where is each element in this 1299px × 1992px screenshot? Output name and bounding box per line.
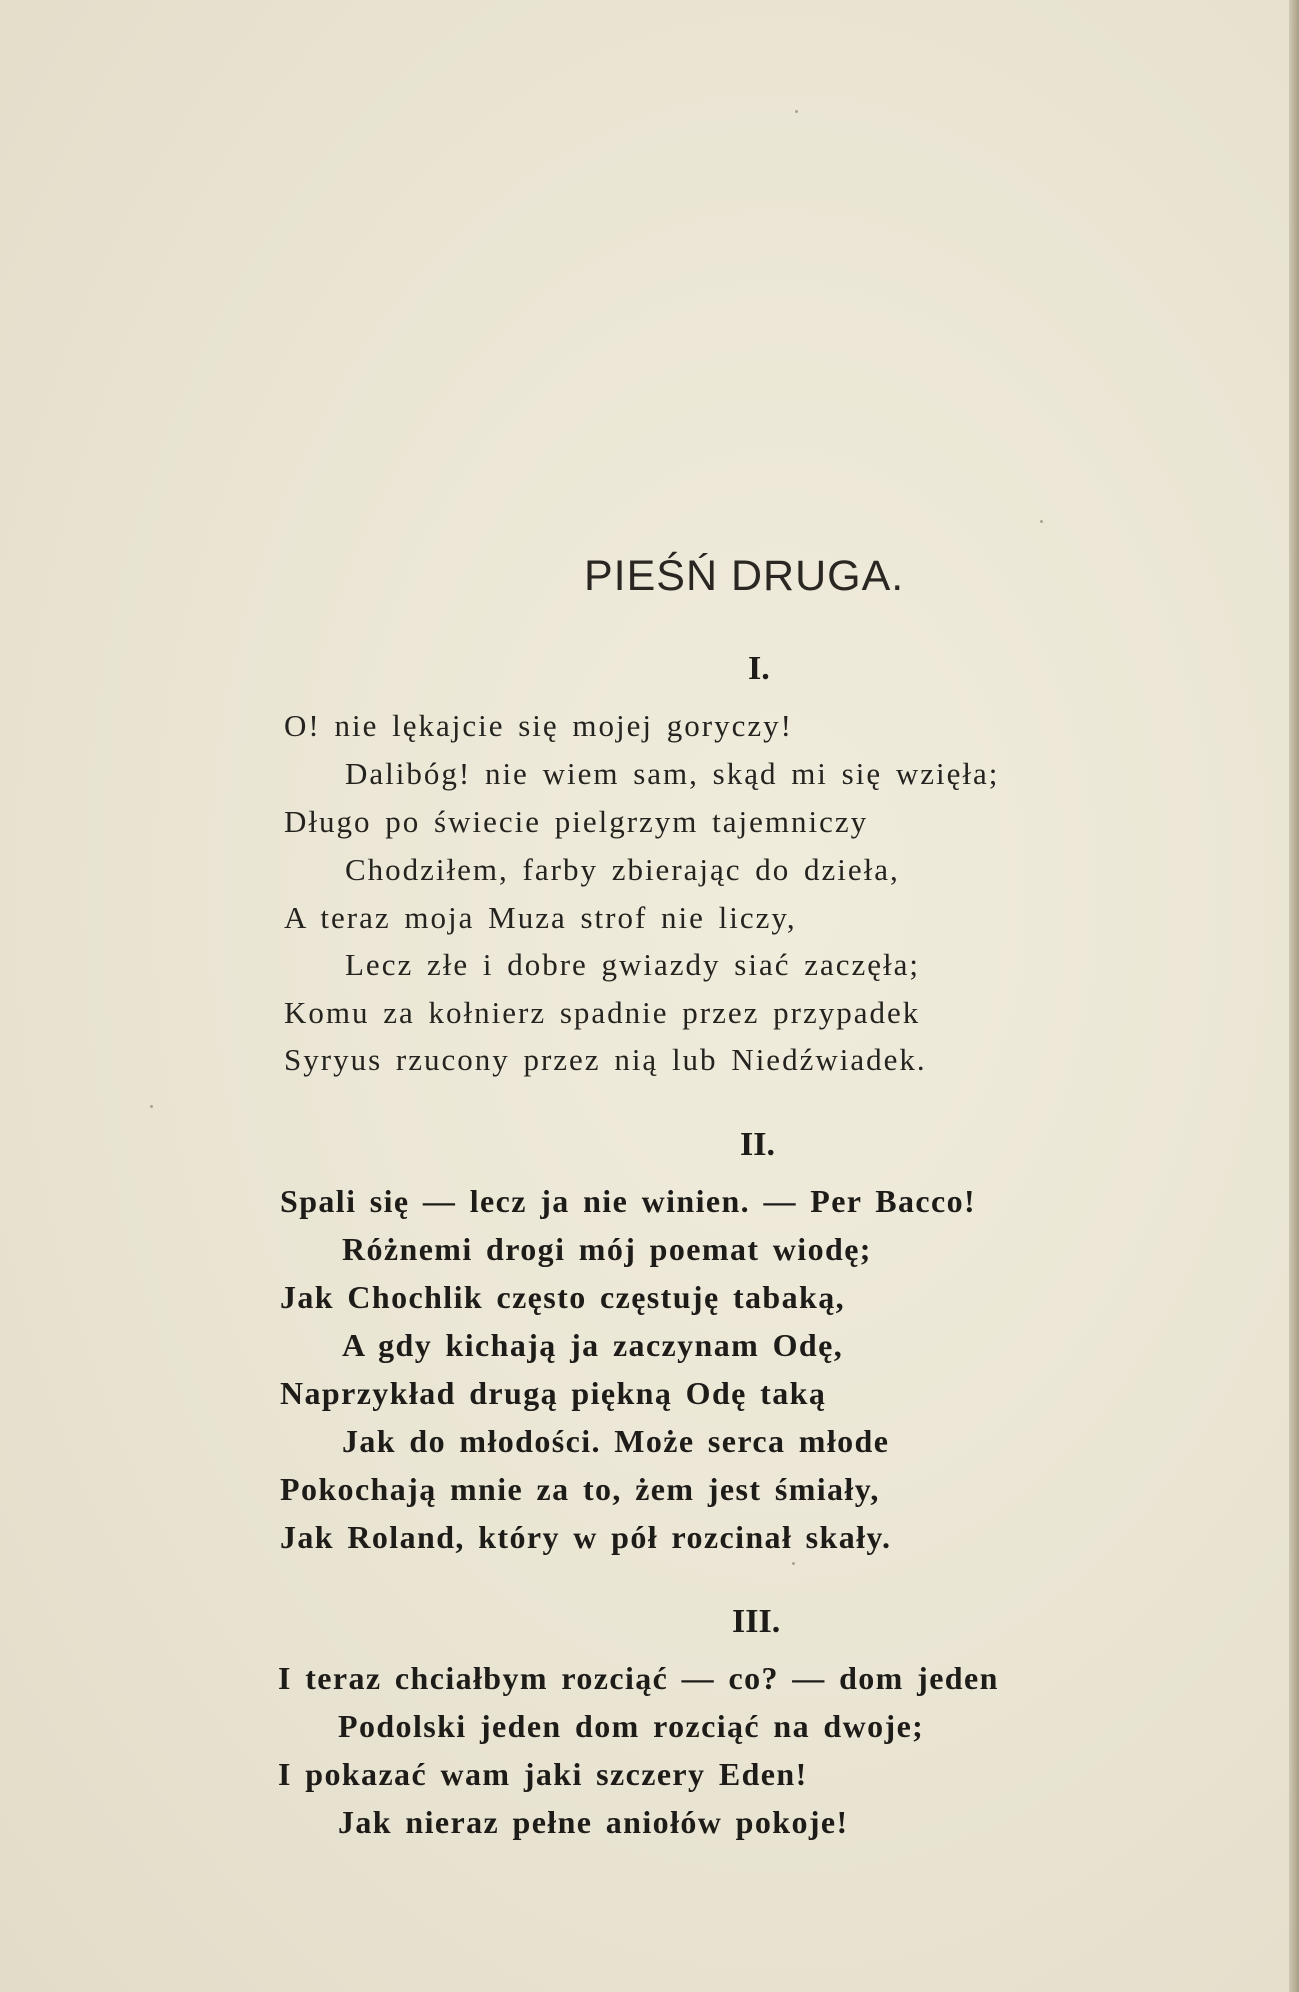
verse-line: Jak Roland, który w pół rozcinał skały. xyxy=(280,1519,892,1555)
paper-speck xyxy=(795,110,798,113)
verse-line: Jak Chochlik często częstuję tabaką, xyxy=(280,1279,846,1315)
verse-line: Lecz złe i dobre gwiazdy siać zaczęła; xyxy=(345,947,921,982)
paper-speck xyxy=(1040,520,1043,523)
verse-line: Chodziłem, farby zbierając do dzieła, xyxy=(345,852,900,887)
paper-speck xyxy=(792,1562,795,1565)
verse-line: Długo po świecie pielgrzym tajemniczy xyxy=(284,804,869,839)
verse-line: Jak do młodości. Może serca młode xyxy=(342,1423,890,1459)
verse-line: Naprzykład drugą piękną Odę taką xyxy=(280,1375,827,1411)
verse-line: O! nie lękajcie się mojej goryczy! xyxy=(284,708,793,743)
verse-line: I pokazać wam jaki szczery Eden! xyxy=(278,1756,808,1792)
verse-line: Jak nieraz pełne aniołów pokoje! xyxy=(338,1804,849,1840)
stanza-numeral: III. xyxy=(732,1603,781,1640)
verse-line: Komu za kołnierz spadnie przez przypadek xyxy=(284,995,921,1030)
verse-line: Dalibóg! nie wiem sam, skąd mi się wzięła; xyxy=(345,756,1000,791)
verse-line: I teraz chciałbym rozciąć — co? — dom jeden xyxy=(278,1660,999,1696)
paper-speck xyxy=(150,1105,153,1108)
verse-line: Spali się — lecz ja nie winien. — Per Bacco! xyxy=(280,1183,977,1219)
verse-line: Pokochają mnie za to, żem jest śmiały, xyxy=(280,1471,880,1507)
page-edge-shadow xyxy=(1289,0,1299,1992)
page-title: PIEŚŃ DRUGA. xyxy=(584,552,905,600)
verse-line: Różnemi drogi mój poemat wiodę; xyxy=(342,1231,872,1267)
verse-line: Podolski jeden dom rozciąć na dwoje; xyxy=(338,1708,925,1744)
verse-line: A teraz moja Muza strof nie liczy, xyxy=(284,900,797,935)
verse-line: A gdy kichają ja zaczynam Odę, xyxy=(342,1327,844,1363)
stanza-numeral: I. xyxy=(748,650,770,687)
stanza-numeral: II. xyxy=(740,1126,775,1163)
verse-line: Syryus rzucony przez nią lub Niedźwiadek. xyxy=(284,1042,927,1077)
